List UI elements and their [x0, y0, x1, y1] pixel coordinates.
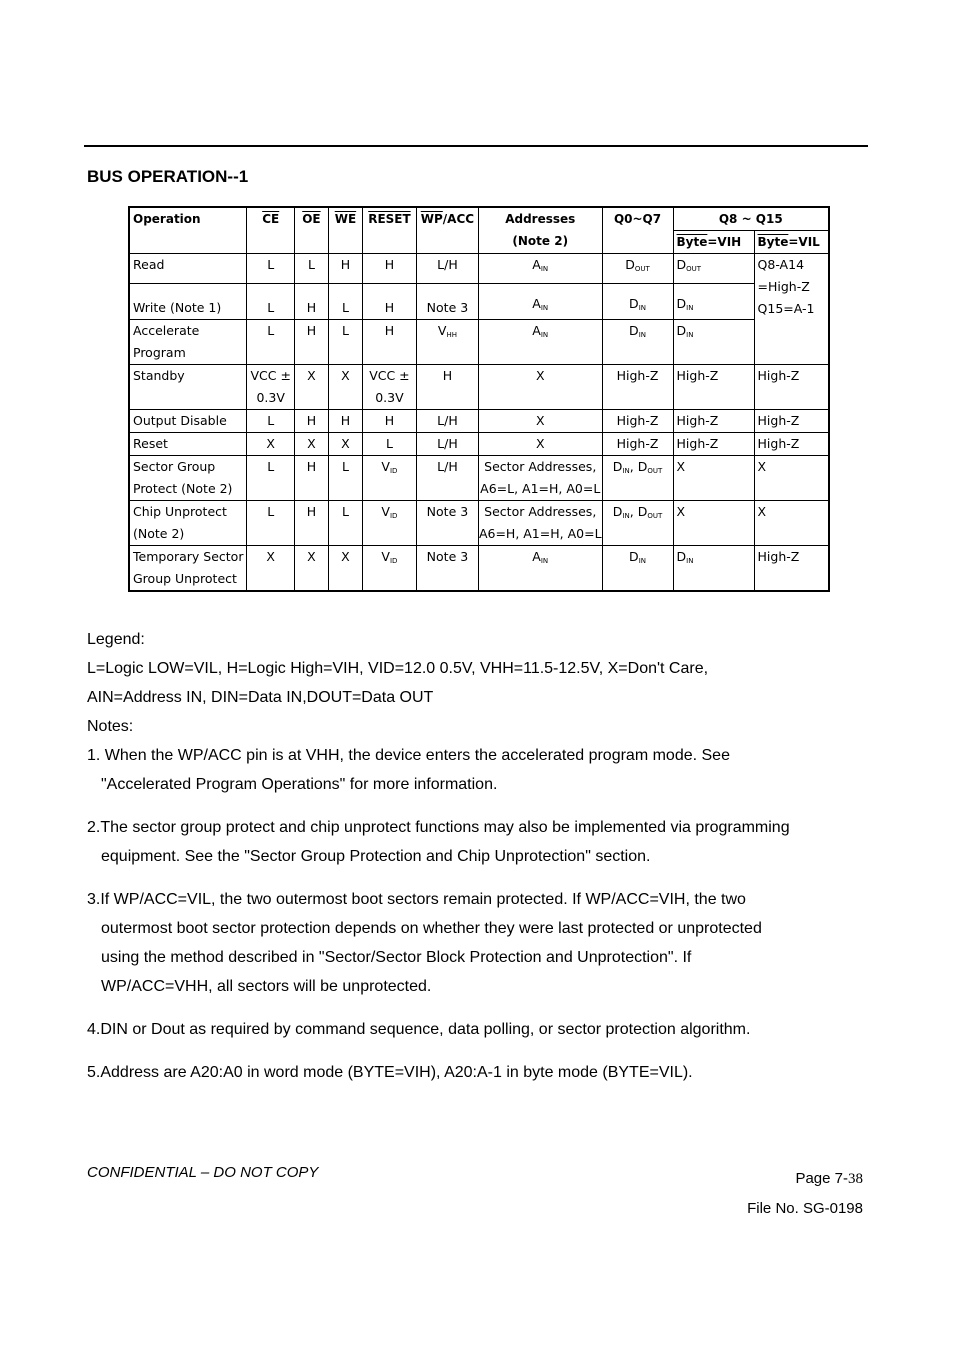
cell-reset: VCC ± 0.3V	[362, 365, 416, 410]
cell-addresses: Sector Addresses, A6=H, A1=H, A0=L	[478, 501, 602, 546]
cell-wp: $V_{HH}$	[416, 320, 478, 365]
cell-wp: H	[416, 365, 478, 410]
cell-oe: H	[294, 320, 328, 365]
cell-byte-vih: $D_{IN}$	[673, 284, 754, 320]
cell-byte-vil: High-Z	[754, 365, 829, 410]
cell-oe: X	[294, 433, 328, 456]
cell-q0-q7: High-Z	[602, 365, 673, 410]
header-q8-q15: Q8 ~ Q15	[673, 207, 829, 231]
cell-addresses: $A_{IN}$	[478, 254, 602, 284]
cell-operation: Read	[129, 254, 247, 284]
cell-oe: L	[294, 254, 328, 284]
header-byte-vih-bar: Byte	[676, 235, 708, 249]
header-byte-vil: =VIL	[788, 235, 820, 249]
cell-byte-vih: High-Z	[673, 433, 754, 456]
cell-addresses: Sector Addresses, A6=L, A1=H, A0=L	[478, 456, 602, 501]
cell-oe: X	[294, 546, 328, 592]
legend-line-1: L=Logic LOW=VIL, H=Logic High=VIH, VID=12.0 0.5V, VHH=11.5-12.5V, X=Don't Care,	[87, 660, 709, 677]
cell-byte-vih: High-Z	[673, 410, 754, 433]
page-number: 38	[848, 1171, 863, 1187]
table-row	[129, 365, 829, 410]
cell-byte-vih: X	[673, 501, 754, 546]
table-row	[129, 501, 829, 546]
cell-byte-vih: High-Z	[673, 365, 754, 410]
cell-we: L	[328, 320, 362, 365]
page-label: Page 7-	[795, 1170, 848, 1187]
cell-ce: L	[247, 284, 294, 320]
footer-page-info	[747, 1164, 863, 1224]
cell-ce: X	[247, 433, 294, 456]
cell-q0-q7: High-Z	[602, 433, 673, 456]
cell-ce: L	[247, 320, 294, 365]
cell-byte-vil: High-Z	[754, 546, 829, 592]
cell-operation: Write (Note 1)	[129, 284, 247, 320]
cell-byte-vih: $D_{IN}$	[673, 320, 754, 365]
cell-we: H	[328, 254, 362, 284]
cell-byte-vil: X	[754, 456, 829, 501]
cell-q0-q7: $D_{IN}$	[602, 320, 673, 365]
legend-title: Legend:	[87, 631, 145, 648]
table-row	[129, 433, 829, 456]
cell-ce: L	[247, 410, 294, 433]
cell-byte-vil: High-Z	[754, 410, 829, 433]
cell-addresses: X	[478, 433, 602, 456]
header-q0-q7: Q0~Q7	[602, 207, 673, 254]
cell-wp: Note 3	[416, 546, 478, 592]
cell-addresses: $A_{IN}$	[478, 320, 602, 365]
note-1: 1. When the WP/ACC pin is at VHH, the device enters the accelerated program mode. See "Accelerated Program Operations" for more information.	[87, 747, 730, 793]
cell-q0-q7: $D_{IN}$	[602, 546, 673, 592]
cell-wp: L/H	[416, 410, 478, 433]
table-row	[129, 284, 829, 320]
footer-confidential: CONFIDENTIAL – DO NOT COPY	[87, 1164, 319, 1181]
note-5: 5.Address are A20:A0 in word mode (BYTE=VIH), A20:A-1 in byte mode (BYTE=VIL).	[87, 1064, 693, 1081]
cell-wp: L/H	[416, 433, 478, 456]
cell-byte-vil: High-Z	[754, 433, 829, 456]
cell-reset: H	[362, 410, 416, 433]
cell-wp: L/H	[416, 456, 478, 501]
header-wp: $\overline{WP}$	[420, 212, 443, 226]
cell-we: L	[328, 501, 362, 546]
cell-wp: Note 3	[416, 501, 478, 546]
cell-addresses: X	[478, 410, 602, 433]
cell-oe: H	[294, 410, 328, 433]
table-row	[129, 254, 829, 284]
cell-reset: L	[362, 433, 416, 456]
cell-q0-q7: $D_{IN}$, $D_{OUT}$	[602, 501, 673, 546]
cell-oe: X	[294, 365, 328, 410]
cell-operation: Reset	[129, 433, 247, 456]
cell-operation: Standby	[129, 365, 247, 410]
header-addresses-note: (Note 2)	[512, 234, 569, 248]
cell-we: X	[328, 433, 362, 456]
note-4: 4.DIN or Dout as required by command sequence, data polling, or sector protection algorithm.	[87, 1021, 751, 1038]
table-row	[129, 546, 829, 592]
cell-q0-q7: $D_{IN}$	[602, 284, 673, 320]
bus-operation-table	[128, 206, 830, 592]
cell-wp: L/H	[416, 254, 478, 284]
cell-we: X	[328, 365, 362, 410]
cell-reset: H	[362, 320, 416, 365]
cell-ce: L	[247, 254, 294, 284]
cell-q0-q7: $D_{IN}$, $D_{OUT}$	[602, 456, 673, 501]
cell-operation: Accelerate Program	[129, 320, 247, 365]
cell-addresses: X	[478, 365, 602, 410]
cell-reset: $V_{ID}$	[362, 501, 416, 546]
cell-reset: $V_{ID}$	[362, 546, 416, 592]
notes-title: Notes:	[87, 718, 134, 735]
table-row	[129, 410, 829, 433]
file-number: File No. SG-0198	[747, 1200, 863, 1217]
top-rule	[84, 145, 868, 147]
cell-we: L	[328, 456, 362, 501]
cell-oe: H	[294, 284, 328, 320]
cell-we: H	[328, 410, 362, 433]
cell-addresses: $A_{IN}$	[478, 546, 602, 592]
cell-q0-q7: $D_{OUT}$	[602, 254, 673, 284]
cell-we: X	[328, 546, 362, 592]
cell-reset: H	[362, 254, 416, 284]
section-heading: BUS OPERATION--1	[87, 167, 249, 186]
cell-byte-vih: $D_{OUT}$	[673, 254, 754, 284]
header-ce: $\overline{CE}$	[262, 212, 280, 226]
cell-reset: H	[362, 284, 416, 320]
header-byte-vil-bar: Byte	[757, 235, 789, 249]
header-addresses: Addresses	[505, 212, 576, 226]
note-3: 3.If WP/ACC=VIL, the two outermost boot sectors remain protected. If WP/ACC=VIH, the two outermost boot sector protection depends on whether they were last protected or unprotected using the method described in "Sector/Sector Block Protection and Unprotection". If WP/ACC=VHH, all sectors will be unprotected.	[87, 891, 762, 995]
cell-ce: L	[247, 456, 294, 501]
header-we: $\overline{WE}$	[334, 212, 357, 226]
header-byte-vih: =VIH	[707, 235, 742, 249]
cell-operation: Chip Unprotect (Note 2)	[129, 501, 247, 546]
cell-q0-q7: High-Z	[602, 410, 673, 433]
cell-oe: H	[294, 501, 328, 546]
cell-addresses: $A_{IN}$	[478, 284, 602, 320]
table-row	[129, 320, 829, 365]
cell-operation: Temporary Sector Group Unprotect	[129, 546, 247, 592]
cell-wp: Note 3	[416, 284, 478, 320]
cell-byte-vih: X	[673, 456, 754, 501]
header-reset: RESET	[368, 212, 411, 226]
cell-operation: Output Disable	[129, 410, 247, 433]
header-oe: $\overline{OE}$	[302, 212, 321, 226]
legend-line-2: AIN=Address IN, DIN=Data IN,DOUT=Data OUT	[87, 689, 434, 706]
cell-byte-vih: $D_{IN}$	[673, 546, 754, 592]
cell-ce: X	[247, 546, 294, 592]
cell-byte-vil: X	[754, 501, 829, 546]
header-operation: Operation	[129, 207, 247, 254]
cell-byte-vil: Q8-A14 =High-Z Q15=A-1	[754, 254, 829, 365]
cell-operation: Sector Group Protect (Note 2)	[129, 456, 247, 501]
header-wp-suffix: /ACC	[442, 212, 475, 226]
cell-ce: VCC ± 0.3V	[247, 365, 294, 410]
cell-oe: H	[294, 456, 328, 501]
note-2: 2.The sector group protect and chip unprotect functions may also be implemented via programming equipment. See the "Sector Group Protection and Chip Unprotection" section.	[87, 819, 790, 865]
cell-ce: L	[247, 501, 294, 546]
cell-reset: $V_{ID}$	[362, 456, 416, 501]
cell-we: L	[328, 284, 362, 320]
table-row	[129, 456, 829, 501]
